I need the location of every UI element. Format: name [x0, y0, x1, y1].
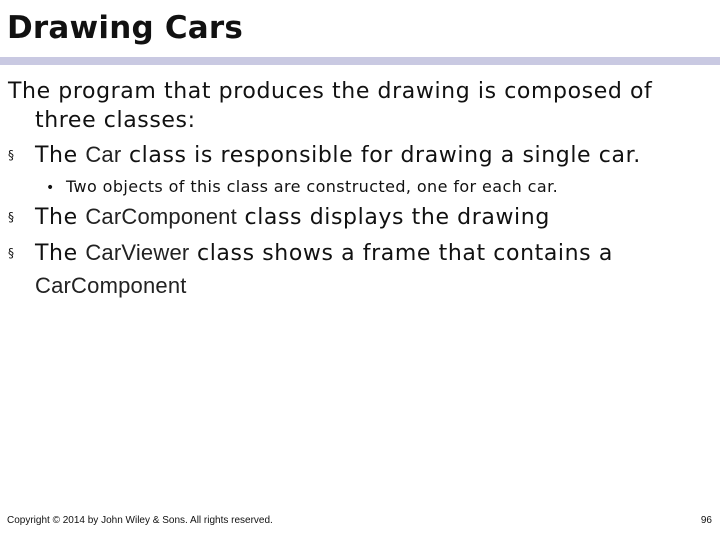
- page-number: 96: [700, 515, 712, 526]
- sub-bullet-two-objects: [46, 176, 558, 199]
- footer-copyright: Copyright © 2014 by John Wiley & Sons. All rights reserved.: [7, 515, 273, 526]
- bullet-text-pre: The: [35, 205, 86, 230]
- title-divider: [0, 57, 720, 65]
- bullet-marker: §: [8, 210, 15, 224]
- intro-line-2: three classes:: [35, 108, 196, 133]
- intro-line-1: The program that produces the drawing is composed of: [8, 79, 653, 104]
- class-name-carviewer: CarViewer: [85, 240, 190, 265]
- bullet-carviewer: [8, 237, 613, 302]
- sub-bullet-text: Two objects of this class are constructed, one for each car.: [66, 177, 559, 196]
- bullet-carcomponent: [8, 201, 550, 234]
- sub-bullet-marker: •: [46, 180, 55, 196]
- intro-paragraph: [8, 77, 652, 135]
- bullet-text-post: class shows a frame that contains a: [189, 241, 613, 266]
- bullet-car: [8, 139, 641, 172]
- slide-title: Drawing Cars: [7, 10, 244, 46]
- bullet-marker: §: [8, 148, 15, 162]
- bullet-text-post: class is responsible for drawing a single car.: [121, 143, 641, 168]
- class-name-car: Car: [85, 142, 122, 167]
- bullet-text-pre: The: [35, 241, 86, 266]
- class-name-carcomponent-cont: CarComponent: [35, 273, 187, 298]
- bullet-text-pre: The: [35, 143, 86, 168]
- bullet-text-post: class displays the drawing: [236, 205, 550, 230]
- class-name-carcomponent: CarComponent: [85, 204, 237, 229]
- bullet-marker: §: [8, 246, 15, 260]
